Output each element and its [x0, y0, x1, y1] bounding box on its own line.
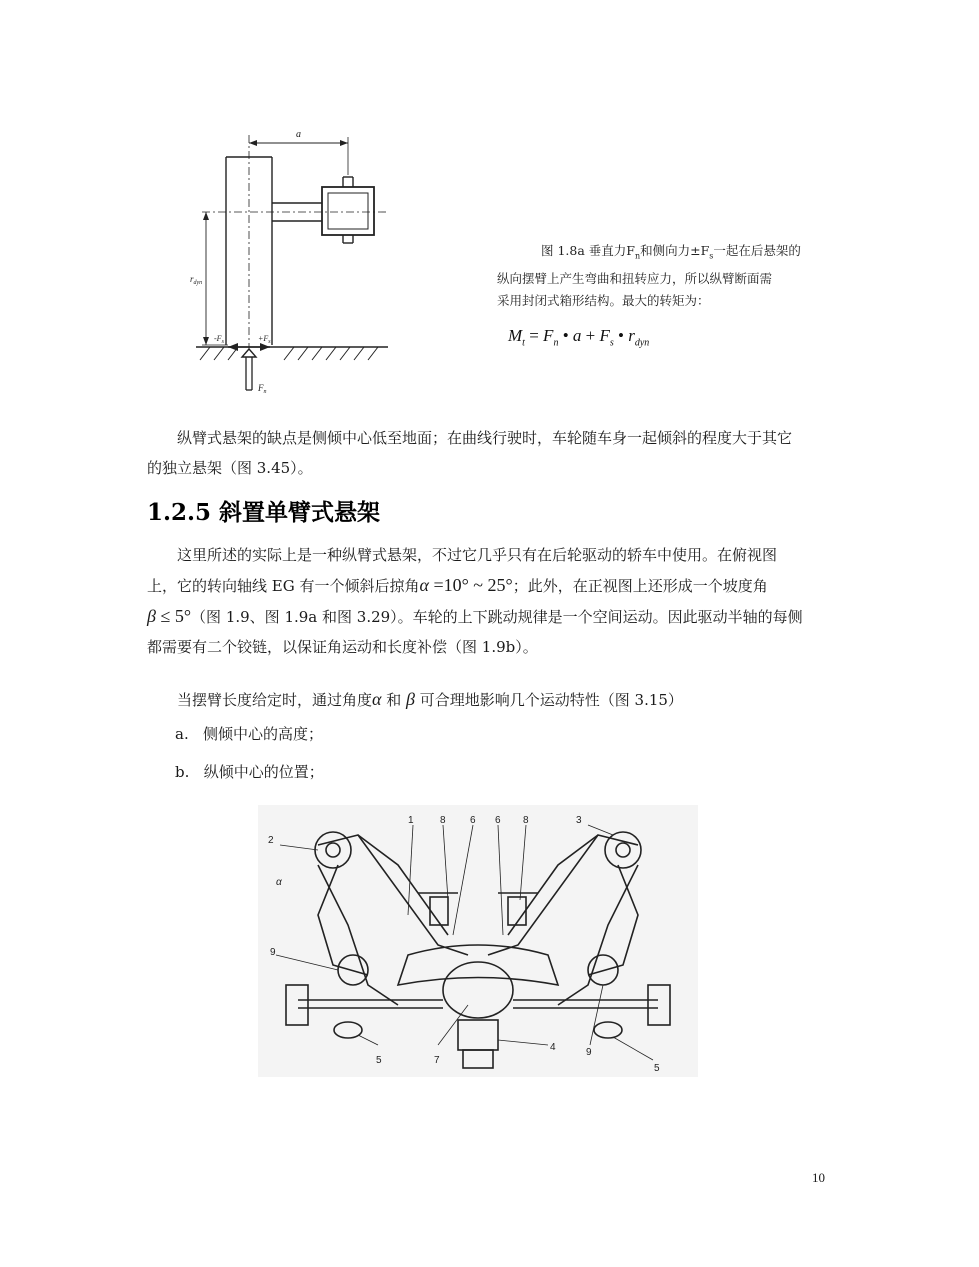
paragraph-drawbacks: 纵臂式悬架的缺点是侧倾中心低至地面；在曲线行驶时，车轮随车身一起倾斜的程度大于其它 的独立悬架（图 3.45）。: [147, 429, 793, 477]
section-heading: 1.2.5 斜置单臂式悬架: [147, 499, 381, 526]
callout-8b: 8: [523, 815, 529, 826]
caption-line-2: 纵向摆臂上产生弯曲和扭转应力，所以纵臂断面需: [497, 270, 773, 286]
callout-1: 1: [408, 815, 414, 826]
callout-6b: 6: [495, 815, 501, 826]
callout-6: 6: [470, 815, 476, 826]
figure-caption: [497, 240, 837, 312]
callout-5: 5: [376, 1055, 382, 1066]
callout-4: 4: [550, 1042, 556, 1053]
callout-8: 8: [440, 815, 446, 826]
torque-formula: $M_t = F_n$ • $a + F_s$ • $r_{dyn}$: [508, 326, 650, 349]
paragraph-semi-trailing: 这里所述的实际上是一种纵臂式悬架，不过它几乎只有在后轮驱动的轿车中使用。在俯视图 上，它的转向轴线 EG 有一个倾斜后掠角α =10° ~ 25°；此外，在正视图上还形成一个坡度角 β ≤ 5°（图 1.9、图 1.9a 和图 3.29）。车轮的上下跳动规律是一个空间运动。因此驱动半轴的每侧 都需要有二个铰链，以保证角运动和长度补偿（图 1.9b）。: [147, 546, 803, 656]
caption-line-1: 图 1.8a 垂直力$F_n$和侧向力$\pm F_s$一起在后悬架的: [541, 243, 801, 261]
trailing-arm-figure: [188, 115, 393, 407]
callout-5b: 5: [654, 1063, 660, 1074]
list-item: a. 侧倾中心的高度；: [175, 725, 324, 743]
force-fn-label: $F_n$: [258, 383, 267, 395]
callout-3: 3: [576, 815, 582, 826]
paragraph-arm-length: 当摆臂长度给定时，通过角度α 和 β 可合理地影响几个运动特性（图 3.15）: [177, 689, 683, 709]
rear-axle-drawing: [258, 805, 698, 1077]
caption-line-3: 采用封闭式箱形结构。最大的转矩为：: [497, 292, 710, 308]
callout-2: 2: [268, 835, 274, 846]
callout-alpha: α: [276, 877, 282, 888]
dim-a-label: a: [296, 129, 301, 140]
callout-9b: 9: [586, 1047, 592, 1058]
callout-7: 7: [434, 1055, 440, 1066]
dim-rdyn-label: $r_{dyn}$: [190, 274, 203, 286]
list-item: b. 纵倾中心的位置；: [175, 763, 324, 781]
force-plus-fs-label: $+F_s$: [258, 334, 271, 345]
page-number: 10: [812, 1170, 825, 1185]
force-minus-fs-label: $-F_s$: [214, 334, 224, 345]
callout-9: 9: [270, 947, 276, 958]
